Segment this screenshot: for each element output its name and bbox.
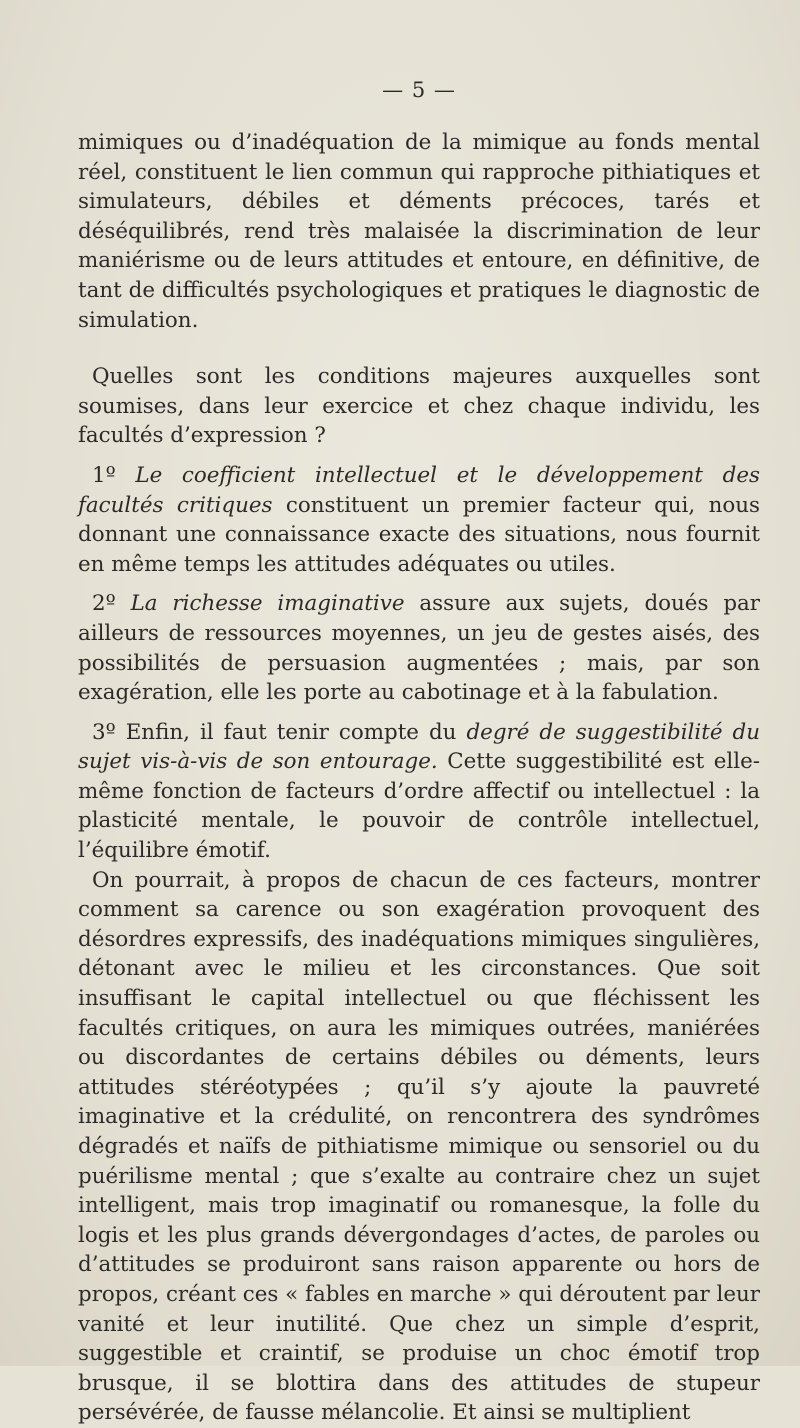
paragraph-3-emphasis: Le coefficient intellectuel et le développement des facultés critiques	[78, 462, 761, 518]
paragraph-4-lead: 2º	[92, 591, 131, 617]
paragraph-1: mimiques ou d’inadéquation de la mimique au fonds mental réel, constituent le lien commun qui rapproche pithiatiques et simulateurs, débiles et déments précoces, tarés et déséquilibrés, rend très malaisée la discrimination de leur maniérisme ou de leurs attitudes et entoure, en définitive, de tant de difficultés psychologiques et pratiques le diagnostic de simulation.	[78, 130, 760, 333]
paragraph-5-text: Cette suggestibilité est elle-même fonction de facteurs d’ordre affectif ou intellectuel : la plasticité mentale, le pouvoir de contrôle intellectuel, l’équilibre émotif.	[78, 749, 760, 864]
body-text	[78, 128, 760, 1428]
paragraph-6: On pourrait, à propos de chacun de ces facteurs, montrer comment sa carence ou son exagération provoquent des désordres expressifs, des inadéquations mimiques singulières, détonant avec le milieu et les circonstances. Que soit insuffisant le capital intellectuel ou que fléchissent les facultés critiques, on aura les mimiques outrées, maniérées ou discordantes de certains débiles ou déments, leurs attitudes stéréotypées ; qu’il s’y ajoute la pauvreté imaginative et la crédulité, on rencontrera des syndrômes dégradés et naïfs de pithiatisme mimique ou sensoriel ou du puérilisme mental ; que s’exalte au contraire chez un sujet intelligent, mais trop imaginatif ou romanesque, la folle du logis et les plus grands dévergondages d’actes, de paroles ou d’attitudes se produiront sans raison apparente ou hors de propos, créant ces « fables en marche » qui déroutent par leur vanité et leur inutilité. Que chez un simple d’esprit, suggestible et craintif, se produise un choc émotif trop brusque, il se blottira dans des attitudes de stupeur persévérée, de fausse mélancolie. Et ainsi se multiplient	[78, 867, 761, 1426]
paragraph-2: Quelles sont les conditions majeures auxquelles sont soumises, dans leur exercice et chez chaque individu, les facultés d’expression ?	[78, 364, 760, 449]
paragraph-5	[78, 718, 760, 866]
paragraph-4	[78, 589, 760, 707]
paragraph-5-lead: 3º Enfin, il faut tenir compte du	[92, 719, 467, 745]
paragraph-4-text: assure aux sujets, doués par ailleurs de ressources moyennes, un jeu de gestes aisés, des possibilités de persuasion augmentées ; mais, par son exagération, elle les porte au cabotinage et à la fabulation.	[78, 591, 760, 706]
paragraph-3-text: constituent un premier facteur qui, nous donnant une connaissance exacte des situations, nous fournit en même temps les attitudes adéquates ou utiles.	[78, 492, 760, 577]
paragraph-4-emphasis: La richesse imaginative	[130, 591, 405, 617]
paragraph-5-emphasis: degré de suggestibilité du sujet vis-à-vis de son entourage.	[78, 719, 760, 775]
page-number: — 5 —	[382, 78, 456, 102]
paragraph-3	[78, 461, 760, 579]
paragraph-3-lead: 1º	[92, 462, 136, 488]
